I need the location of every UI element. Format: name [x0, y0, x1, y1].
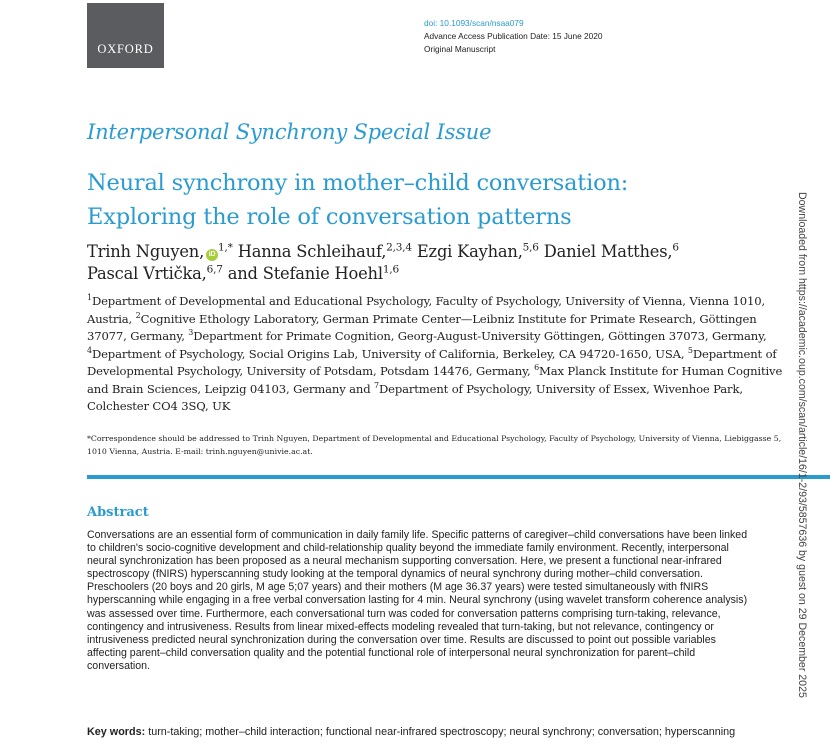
download-watermark — [790, 192, 810, 712]
affiliation-marker: 5 — [687, 345, 693, 355]
affiliations — [87, 293, 787, 416]
title-line-2: Exploring the role of conversation patterns — [87, 204, 572, 230]
section-divider — [87, 475, 830, 479]
special-issue-label: Interpersonal Synchrony Special Issue — [87, 120, 492, 144]
author-affiliation-marker: 5,6 — [522, 241, 539, 254]
affiliation-text: Department for Primate Cognition, Georg-August-University Göttingen, Göttingen 37073, Germany, — [193, 329, 767, 343]
author-affiliation-marker: 1,6 — [382, 263, 399, 276]
keywords — [87, 726, 767, 739]
article-meta — [424, 17, 603, 56]
author-name[interactable]: Daniel Matthes, — [543, 242, 673, 261]
manuscript-type: Original Manuscript — [424, 44, 496, 54]
author-name[interactable]: Ezgi Kayhan, — [416, 242, 523, 261]
keywords-text: turn-taking; mother–child interaction; functional near-infrared spectroscopy; neural synchrony; conversation; hyperscanning — [148, 726, 736, 738]
affiliation-marker: 7 — [374, 380, 379, 390]
correspondence-note: *Correspondence should be addressed to Trinh Nguyen, Department of Developmental and Educational Psychology, Faculty of Psychology, University of Vienna, Liebiggasse 5, 1010 Vienna, Austria. E-mail: trinh.nguyen@univie.ac.at. — [87, 434, 782, 456]
author-name[interactable]: Pascal Vrtička, — [87, 264, 207, 283]
keywords-label: Key words: — [87, 726, 146, 738]
abstract-heading: Abstract — [87, 505, 149, 520]
affiliation-text: Department of Psychology, University of Essex, Wivenhoe Park, Colchester CO4 3SQ, UK — [87, 381, 743, 413]
article-title — [87, 166, 628, 234]
author-name[interactable]: Hanna Schleihauf, — [237, 242, 387, 261]
doi-link[interactable]: doi: 10.1093/scan/nsaa079 — [424, 18, 524, 28]
abstract-body: Conversations are an essential form of communication in daily family life. Specific patterns of caregiver–child conversations have been linked to children's socio-cognitive development and child-relationship quality beyond the immediate family environment. Recently, interpersonal neural synchronization has been proposed as a neural mechanism supporting conversation. Here, we present a functional near-infrared spectroscopy (fNIRS) hyperscanning study looking at the temporal dynamics of neural synchrony during mother–child conversation. Preschoolers (20 boys and 20 girls, M age 5;07 years) and their mothers (M age 36.37 years) were tested simultaneously with fNIRS hyperscanning while engaging in a free verbal conversation lasting for 4 min. Neural synchrony (using wavelet transform coherence analysis) was assessed over time. Furthermore, each conversational turn was coded for conversation patterns comprising turn-taking, relevance, contingency and intrusiveness. Results from linear mixed-effects modeling revealed that turn-taking, but not relevance, contingency or intrusiveness predicted neural synchronization during the conversation over time. Results are discussed to point out possible variables affecting parent–child conversation quality and the potential functional role of interpersonal neural synchronization for parent–child conversation. — [87, 529, 748, 672]
affiliation-text: Department of Developmental and Educational Psychology, Faculty of Psychology, University of Vienna, Vienna 1010, Austria, — [87, 294, 765, 326]
affiliation-marker: 6 — [534, 363, 540, 373]
publication-date: Advance Access Publication Date: 15 June 2020 — [424, 31, 603, 41]
affiliation-text: Department of Developmental Psychology, University of Potsdam, Potsdam 14476, Germany, — [87, 346, 777, 378]
affiliation-marker: 3 — [188, 328, 194, 338]
affiliation-marker: 4 — [87, 345, 92, 355]
affiliation-text: Department of Psychology, Social Origins Lab, University of California, Berkeley, CA 94720-1650, USA, — [91, 346, 688, 361]
author-affiliation-marker: 2,3,4 — [386, 241, 412, 254]
affiliation-marker: 2 — [135, 310, 141, 320]
oxford-logo — [87, 3, 164, 68]
affiliation-marker: 1 — [87, 293, 92, 303]
author-name[interactable]: and Stefanie Hoehl — [227, 264, 383, 283]
orcid-icon[interactable]: iD — [206, 249, 218, 261]
publisher-name: OXFORD — [97, 42, 154, 56]
download-watermark-text: Downloaded from https://academic.oup.com/scan/article/16/1-2/93/5857636 by guest on 29 December 2025 — [796, 192, 808, 698]
author-list — [87, 241, 787, 285]
author-name[interactable]: Trinh Nguyen, — [87, 242, 205, 261]
affiliation-text: Cognitive Ethology Laboratory, German Primate Center—Leibniz Institute for Primate Research, Göttingen 37077, Germany, — [87, 311, 757, 343]
author-affiliation-marker: 6 — [672, 241, 679, 254]
affiliation-text: Max Planck Institute for Human Cognitive and Brain Sciences, Leipzig 04103, Germany and — [87, 364, 783, 396]
author-affiliation-marker: 1,* — [218, 241, 233, 254]
title-line-1: Neural synchrony in mother–child conversation: — [87, 170, 629, 196]
author-affiliation-marker: 6,7 — [206, 263, 223, 276]
